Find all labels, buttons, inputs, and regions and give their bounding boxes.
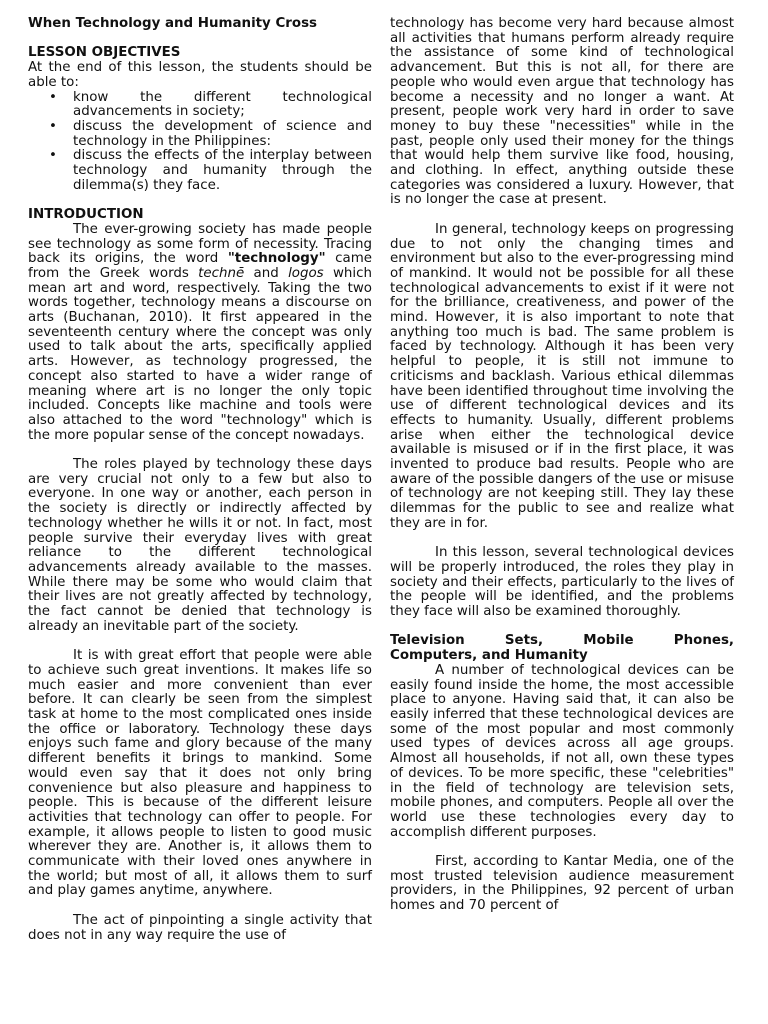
devices-paragraph: A number of technological devices can be easily found inside the home, the most accessible place to anyone. Having said that, it can also be easily inferred that these technological devices are some of the most popular and most commonly used types of devices across all age groups. Almost all households, if not all, own these types of devices. To be more specific, these "celebrities" in the field of technology are television sets, mobile phones, and computers. People all over the world use these technologies every day to accomplish different purposes. xyxy=(390,662,734,840)
left-column xyxy=(28,17,372,943)
intro-text: which mean art and word, respectively. Taking the two words together, technology means a discourse on arts (Buchanan, 2010). It first appeared in the seventeenth century where the concept was only used to talk about the arts, specifically applied arts. However, as technology progressed, the concept also started to have a wider range of meaning where art is no longer the only topic included. Concepts like machine and tools were also attached to the word "technology" which is the more popular sense of the concept nowadays. xyxy=(28,265,372,443)
document-title: When Technology and Humanity Cross xyxy=(28,16,318,31)
introduction-heading: INTRODUCTION xyxy=(28,207,144,223)
intro-text: came from the Greek words xyxy=(28,251,372,281)
keyword-technology: "technology" xyxy=(227,251,326,267)
right-column xyxy=(390,17,734,914)
intro-text: and xyxy=(244,265,289,281)
section-heading-line-2: Computers, and Humanity xyxy=(390,648,588,664)
keyword-techne: technē xyxy=(198,265,245,281)
intro-text: The ever-growing society has made people see technology as some form of necessity. Tracing back its origins, the word xyxy=(28,221,372,267)
section-heading-line-1: Television Sets, Mobile Phones, xyxy=(390,633,734,649)
objective-item: • discuss the effects of the interplay between technology and humanity through the dilemma(s) they face. xyxy=(73,149,372,193)
intro-paragraph-4: The act of pinpointing a single activity that does not in any way require the use of xyxy=(28,912,372,943)
keyword-logos: logos xyxy=(288,265,324,281)
ethics-paragraph: In general, technology keeps on progressing due to not only the changing times and environment but also to the ever-progressing mind of mankind. It would not be possible for all these technological advancements to exist if it were not for the brilliance, creativeness, and power of the mind. However, it is also important to note that anything too much is bad. The same problem is faced by technology. Although it has been very helpful to people, it is still not immune to criticisms and backlash. Various ethical dilemmas have been identified throughout time involving the use of different technological devices and its effects to humanity. Usually, different problems arise when either the technological device available is misused or if in the first place, it was invented to produce bad results. People who are aware of the possible dangers of the use or misuse of technology are not keeping still. They lay these dilemmas for the public to see and realize what they are in for. xyxy=(390,221,734,531)
lesson-overview-paragraph: In this lesson, several technological devices will be properly introduced, the roles they play in society and their effects, particularly to the lives of the people will be identified, and the problems they face will also be examined thoroughly. xyxy=(390,545,734,620)
intro-paragraph-1 xyxy=(28,223,372,444)
objectives-heading: LESSON OBJECTIVES xyxy=(28,45,181,61)
kantar-paragraph: First, according to Kantar Media, one of the most trusted television audience measurement providers, in the Philippines, 92 percent of urban homes and 70 percent of xyxy=(390,854,734,914)
objectives-list xyxy=(28,91,372,194)
continued-paragraph: technology has become very hard because almost all activities that humans perform already require the assistance of some kind of technological advancement. But this is not all, for there are people who would even argue that technology has become a necessity and no longer a want. At present, people work very hard in order to save money to buy these "necessities" while in the past, people only used their money for the things that would help them survive like food, housing, and clothing. In effect, anything outside these categories was considered a luxury. However, that is no longer the case at present. xyxy=(390,16,734,208)
objectives-intro: At the end of this lesson, the students should be able to: xyxy=(28,60,372,90)
objective-item: • know the different technological advancements in society; xyxy=(73,91,372,120)
intro-paragraph-3: It is with great effort that people were able to achieve such great inventions. It makes life so much easier and more convenient than ever before. It can clearly be seen from the simplest task at home to the most complicated ones inside the office or laboratory. Technology these days enjoys such fame and glory because of the many different benefits it brings to mankind. Some would even say that it does not only bring convenience but also pleasure and happiness to people. This is because of the different leisure activities that technology can offer to people. For example, it allows people to listen to good music wherever they are. Another is, it allows them to communicate with their loved ones anywhere in the world; but most of all, it allows them to surf and play games anytime, anywhere. xyxy=(28,648,372,899)
intro-paragraph-2: The roles played by technology these days are very crucial not only to a few but also to everyone. In one way or another, each person in the society is directly or indirectly affected by technology whether he wills it or not. In fact, most people survive their everyday lives with great reliance to the different technological advancements already available to the masses. While there may be some who would claim that their lives are not greatly affected by technology, the fact cannot be denied that technology is already an inevitable part of the society. xyxy=(28,457,372,634)
objective-item: • discuss the development of science and technology in the Philippines: xyxy=(73,120,372,149)
